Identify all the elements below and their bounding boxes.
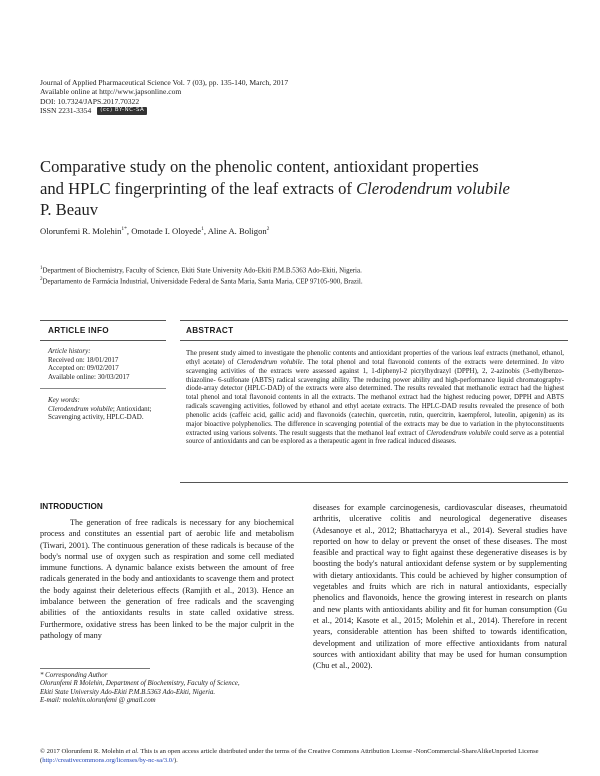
keyword-rest: ; Antioxidant; Scavenging activity, HPLC-DAD. <box>48 404 152 422</box>
abstract-text: could serve as a potential source of antioxidants and can be explored as a therapeutic agent in free radical induced diseases. <box>186 428 565 446</box>
info-divider <box>40 388 166 389</box>
author-list <box>40 224 565 237</box>
abstract-species: Clerodendrum volubile <box>236 357 303 366</box>
author-sep: , <box>203 225 208 236</box>
license-link[interactable]: http://creativecommons.org/licenses/by-nc-sa/3.0/ <box>42 756 174 764</box>
keywords-text <box>48 405 166 422</box>
issn-row <box>40 106 360 115</box>
article-info-heading: ARTICLE INFO <box>48 326 109 335</box>
copyright-text: © 2017 Olorunfemi R. Molehin <box>40 748 124 755</box>
accepted-date: Accepted on: 09/02/2017 <box>48 364 119 373</box>
author-3-sup: 2 <box>266 226 270 232</box>
article-info <box>48 347 166 381</box>
footnote-rule <box>40 668 150 669</box>
cc-license-icon: (cc) BY-NC-SA <box>97 107 147 115</box>
abstract-italic: In vitro <box>542 357 565 366</box>
title-line-2-text: and HPLC fingerprinting of the leaf extracts of <box>40 178 357 198</box>
affiliation-2-sup: 2 <box>40 277 43 283</box>
intro-left-column <box>40 517 294 641</box>
corresponding-email[interactable]: E-mail: molehin.olorunfemi @ gmail.com <box>40 696 156 704</box>
abstract-text: scavenging activities of the extracts were assessed against 1, 1-diphenyl-2 picrylhydrazyl (DPPH), 2, 2-azinobis (3-ethylbenzo-thiazoline- 6-sulfonate (ABTS) radical scavenging ability. The reducing power ability and high-performance liquid chromatography-diode-array detector (HPLC-DAD) of the extracts were also determined. The results revealed that methanolic extract had the highest total phenol and total flavonoid contents in all the extracts. The methanol extract had the highest reducing power, DPPH and ABTS radicals scavenging activities, followed by ethanol and ethyl acetate extracts. The HPLC-DAD results revealed the presence of both phenolic acids (caffeic acid, gallic acid) and flavonoids (catechin, quercetin, rutin, quercitrin, kaempferol, luteolin, apigenin) as its major bioactive polyphenolics. The difference in scavenging potential of the extracts may be due to variation in the phytoconstituents extracted using various solvents. The result suggests that the methanol leaf extract of <box>186 366 564 437</box>
online-date: Available online: 30/03/2017 <box>48 372 130 381</box>
corresponding-address-1: Olorunfemi R Molehin, Department of Biochemistry, Faculty of Science, <box>40 680 240 688</box>
author-2: Omotade I. Oloyede <box>131 225 202 236</box>
received-date: Received on: 18/01/2017 <box>48 355 119 364</box>
corresponding-address-2: Ekiti State University Ado-Ekiti P.M.B.5363 Ado-Ekiti, Nigeria. <box>40 688 216 696</box>
abstract-heading: ABSTRACT <box>186 326 234 335</box>
affiliation-1 <box>40 264 565 275</box>
author-sep: , <box>126 225 132 236</box>
intro-left-text: The generation of free radicals is necessary for any biochemical process and constitutes an essential part of aerobic life and metabolism (Tiwari, 2001). The continuous generation of these radicals is because of the body's normal use of oxygen such as respiration and some cell mediated immune functions. A dynamic balance exists between the amount of free radicals generated in the body and antioxidants to scavenge them and protect the body against their deleterious effects (Ramjith et al., 2013). Hence an imbalance between the generation of free radicals and the scavenging abilities of the antioxidants results in state called oxidative stress. Furthermore, oxidative stress has been linked to be the major culprit in the pathology of many <box>40 518 294 640</box>
copyright-text: This is an open access article distributed under the terms of the Creative Commons Attribution License -NonCommercial-ShareAlikeUnported License ( <box>40 748 539 764</box>
abstract-bottom-rule <box>180 482 568 483</box>
affiliation-1-text: Department of Biochemistry, Faculty of Science, Ekiti State University Ado-Ekiti P.M.B.5363 Ado-Ekiti, Nigeria. <box>42 266 362 275</box>
intro-right-column: diseases for example carcinogenesis, cardiovascular diseases, rheumatoid arthritis, ulcerative colitis and neurological degenerative diseases (Adesanoye et al., 2012; Bhattacharyya et al., 2014). Several studies have reported on how to delay or prevent the onset of these diseases. The most feasible and practical way to fight against these degenerative diseases is by boosting the body's natural antioxidant defense system or by supplementing with dietary antioxidants. This could be achieved by higher consumption of vegetables and fruits which are rich in natural antioxidants, especially phenolics and flavonoids, hence the growing interest in research on plants and new plants with antioxidants ability and fit for human consumption (Gu et al., 2014; Kasote et al., 2015; Molehin et al., 2014). Therefore in recent years, considerable attention has been shifted to towards identification, development and utilization of more effective antioxidants from natural sources with antioxidant ability that may be used for human consumption (Chu et al., 2002). <box>313 503 567 671</box>
journal-url[interactable]: Available online at http://www.japsonline.com <box>40 87 182 97</box>
title-line-1: Comparative study on the phenolic content, antioxidant properties <box>40 157 479 176</box>
introduction-heading: INTRODUCTION <box>40 502 103 511</box>
info-top-rule <box>40 320 166 321</box>
author-3: Aline A. Boligon <box>207 225 267 236</box>
keyword-species: Clerodendrum volubile <box>48 404 113 413</box>
abstract-body <box>186 349 564 446</box>
author-1: Olorunfemi R. Molehin <box>40 225 122 236</box>
title-species: Clerodendrum volubile <box>356 178 510 198</box>
footnote <box>40 672 294 705</box>
abstract-species: Clerodendrum volubile <box>426 428 491 437</box>
info-header-rule <box>40 340 166 341</box>
affiliation-2 <box>40 275 565 286</box>
journal-doi[interactable]: DOI: 10.7324/JAPS.2017.70322 <box>40 96 140 106</box>
journal-citation: Journal of Applied Pharmaceutical Science Vol. 7 (03), pp. 135-140, March, 2017 <box>40 78 289 87</box>
abstract-header-rule <box>180 340 568 341</box>
copyright-etal: et al. <box>123 748 139 755</box>
copyright-notice <box>40 748 565 766</box>
keywords-label: Key words: <box>48 396 80 404</box>
abstract-top-rule <box>180 320 568 321</box>
copyright-text: ). <box>173 756 178 764</box>
title-line-2 <box>40 178 565 200</box>
history-label: Article history: <box>48 347 91 355</box>
title-line-3: P. Beauv <box>40 200 99 219</box>
abstract-text: The present study aimed to investigate the phenolic contents and antioxidant properties of the various leaf extracts (methanol, ethanol, ethyl acetate) of <box>186 349 564 366</box>
abstract-text: . The total phenol and total flavonoid contents of the extracts were determined. <box>302 357 543 366</box>
article-title <box>40 156 565 221</box>
keywords <box>48 396 166 422</box>
journal-header <box>40 78 360 116</box>
affiliation-2-text: Departamento de Farmácia Industrial, Universidade Federal de Santa Maria, Santa Maria, CEP 97105-900, Brazil. <box>42 277 363 286</box>
affiliations <box>40 264 565 287</box>
corresponding-label: * Corresponding Author <box>40 672 108 679</box>
journal-issn: ISSN 2231-3354 <box>40 106 92 116</box>
affiliation-1-sup: 1 <box>40 266 43 271</box>
author-1-sup: 1* <box>121 226 127 232</box>
author-2-sup: 1 <box>201 226 204 232</box>
